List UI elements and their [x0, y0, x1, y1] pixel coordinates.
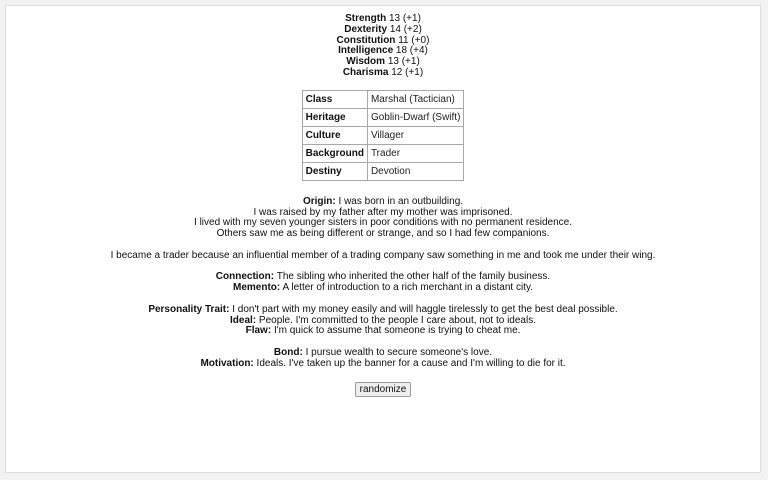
- randomize-button[interactable]: randomize: [355, 382, 412, 397]
- trait-text: I don't part with my money easily and will haggle tirelessly to get the best deal possible.: [232, 303, 618, 315]
- table-row: [302, 90, 464, 108]
- memento-text: A letter of introduction to a rich merchant in a distant city.: [282, 282, 533, 294]
- detail-value: Trader: [367, 144, 463, 162]
- trait-label: Personality Trait:: [148, 303, 230, 315]
- detail-value: Devotion: [367, 162, 463, 180]
- detail-label: Class: [302, 90, 367, 108]
- origin-line: I lived with my seven younger sisters in poor conditions with no permanent residence.: [194, 217, 572, 229]
- ability-value: 18 (+4): [395, 45, 428, 57]
- ability-name: Constitution: [336, 34, 396, 46]
- ability-name: Charisma: [342, 66, 389, 78]
- memento-label: Memento:: [233, 282, 281, 294]
- motivation-label: Motivation:: [200, 357, 254, 369]
- ability-name: Intelligence: [338, 45, 394, 57]
- detail-value: Goblin-Dwarf (Swift): [367, 108, 463, 126]
- ability-name: Dexterity: [344, 23, 388, 35]
- detail-label: Heritage: [302, 108, 367, 126]
- character-story: [6, 197, 760, 370]
- background-reason-text: I became a trader because an influential member of a trading company saw something in me and took me under their wing.: [110, 249, 656, 261]
- connection-section: [6, 272, 760, 294]
- ideal-label: Ideal:: [230, 314, 257, 326]
- flaw-text: I'm quick to assume that someone is trying to cheat me.: [273, 325, 521, 337]
- bond-label: Bond:: [273, 346, 303, 358]
- ability-value: 12 (+1): [391, 66, 424, 78]
- ability-scores: [6, 14, 760, 79]
- detail-label: Destiny: [302, 162, 367, 180]
- ideal-text: People. I'm committed to the people I care about, not to ideals.: [258, 314, 536, 326]
- detail-label: Background: [302, 144, 367, 162]
- ability-name: Wisdom: [346, 56, 386, 68]
- origin-line: I was raised by my father after my mother was imprisoned.: [253, 206, 513, 218]
- personality-section: [6, 305, 760, 337]
- ability-name: Strength: [345, 13, 387, 24]
- motivation-text: Ideals. I've taken up the banner for a cause and I'm willing to die for it.: [256, 357, 566, 369]
- ability-value: 13 (+1): [388, 13, 421, 24]
- detail-value: Villager: [367, 126, 463, 144]
- connection-text: The sibling who inherited the other half of the family business.: [276, 271, 551, 283]
- page-panel: [5, 5, 761, 473]
- ability-charisma: [6, 68, 760, 79]
- bond-text: I pursue wealth to secure someone's love.: [305, 346, 493, 358]
- table-row: [302, 162, 464, 180]
- detail-label: Culture: [302, 126, 367, 144]
- origin-text: I was born in an outbuilding.: [338, 195, 464, 207]
- origin-section: [6, 197, 760, 240]
- origin-line: Others saw me as being different or strange, and so I had few companions.: [216, 228, 550, 240]
- origin-label: Origin:: [302, 195, 336, 207]
- background-reason: [6, 251, 760, 262]
- table-row: [302, 126, 464, 144]
- character-details-table: [302, 90, 465, 181]
- table-row: [302, 108, 464, 126]
- ability-value: 13 (+1): [387, 56, 420, 68]
- flaw-label: Flaw:: [245, 325, 272, 337]
- ability-value: 11 (+0): [398, 34, 430, 46]
- connection-label: Connection:: [215, 271, 275, 283]
- bond-section: [6, 348, 760, 370]
- ability-value: 14 (+2): [389, 23, 422, 35]
- detail-value: Marshal (Tactician): [367, 90, 463, 108]
- table-row: [302, 144, 464, 162]
